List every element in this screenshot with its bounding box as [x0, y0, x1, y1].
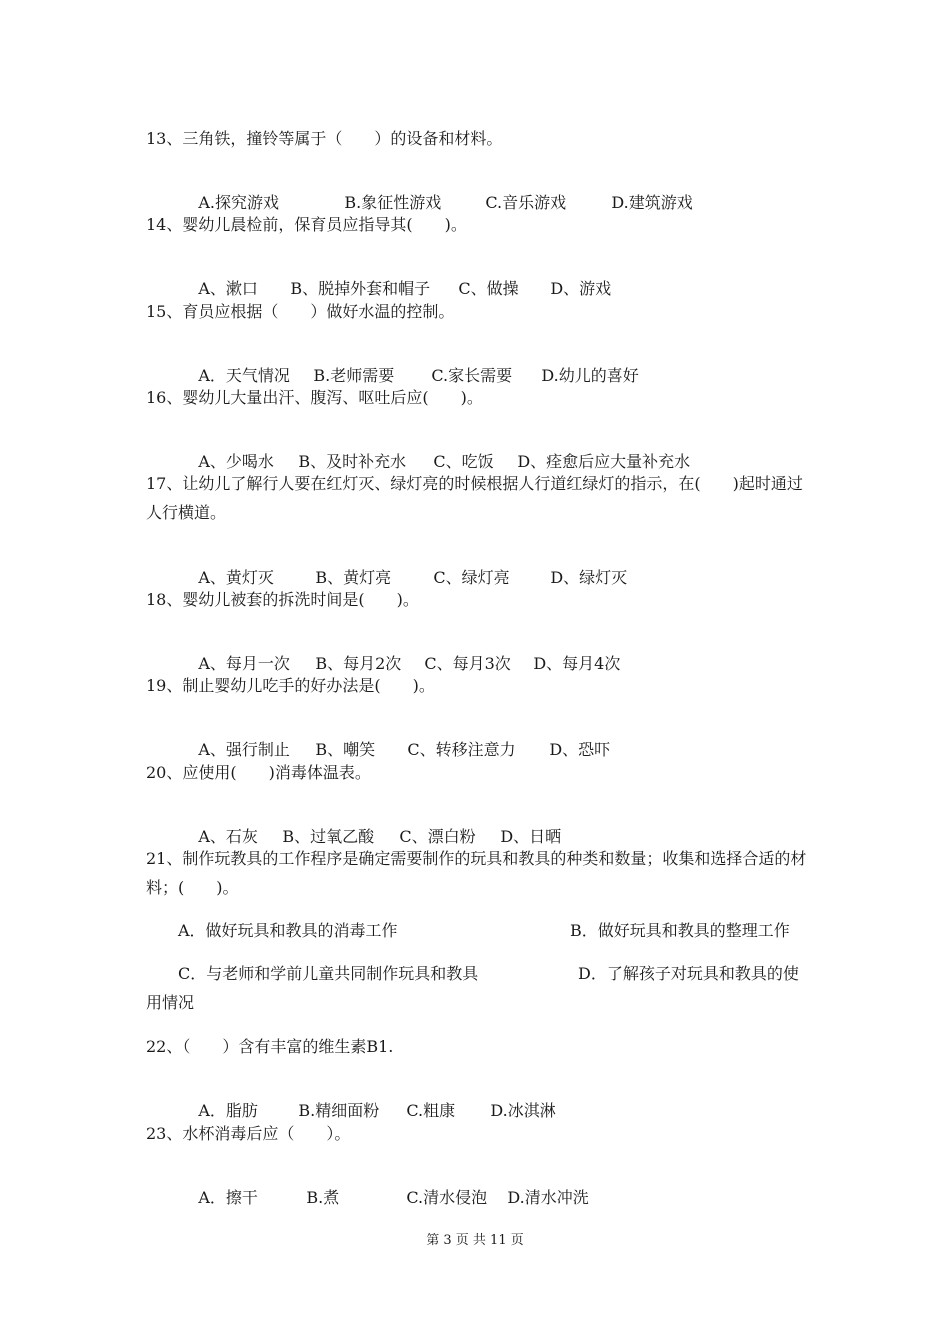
- option-c: C.家长需要: [431, 366, 513, 385]
- option-b: B.精细面粉: [298, 1101, 380, 1120]
- option-a: A．脂肪: [198, 1101, 258, 1120]
- option-b: B、每月2次: [315, 654, 402, 673]
- question-13: 13、三角铁，撞铃等属于（ ）的设备和材料。: [146, 129, 503, 148]
- option-c: C．与老师和学前儿童共同制作玩具和教具: [178, 964, 479, 983]
- option-d: D.冰淇淋: [490, 1101, 556, 1120]
- option-a: A、少喝水: [198, 452, 274, 471]
- option-d: D.幼儿的喜好: [541, 366, 639, 385]
- option-c: C、每月3次: [424, 654, 511, 673]
- question-16: 16、婴幼儿大量出汗、腹泻、呕吐后应( )。: [146, 388, 483, 407]
- option-d: D．了解孩子对玩具和教具的使用情况: [146, 964, 799, 1012]
- option-b: B.老师需要: [313, 366, 395, 385]
- option-b: B.象征性游戏: [344, 193, 442, 212]
- option-a: A．做好玩具和教具的消毒工作: [178, 921, 398, 940]
- option-d: D、每月4次: [533, 654, 621, 673]
- option-c: C、做操: [458, 279, 519, 298]
- question-17: 17、让幼儿了解行人要在红灯灭、绿灯亮的时候根据人行道红绿灯的指示，在( )起时通过人行横道。: [146, 474, 803, 522]
- question-20: 20、应使用( )消毒体温表。: [146, 763, 371, 782]
- page-footer: 第 3 页 共 11 页: [426, 1233, 524, 1248]
- option-b: B.煮: [306, 1188, 340, 1207]
- option-c: C.音乐游戏: [485, 193, 567, 212]
- option-a: A、漱口: [198, 279, 258, 298]
- option-a: A、强行制止: [198, 740, 290, 759]
- question-22: 22、（ ）含有丰富的维生素B1.: [146, 1037, 394, 1056]
- option-a: A．擦干: [198, 1188, 258, 1207]
- option-b: B、及时补充水: [298, 452, 407, 471]
- option-b: B．做好玩具和教具的整理工作: [570, 921, 790, 940]
- question-15: 15、育员应根据（ ）做好水温的控制。: [146, 302, 455, 321]
- option-c: C、吃饭: [433, 452, 494, 471]
- option-b: B、脱掉外套和帽子: [290, 279, 431, 298]
- option-c: C、绿灯亮: [433, 568, 510, 587]
- option-a: A、石灰: [198, 827, 258, 846]
- option-a: A、黄灯灭: [198, 568, 274, 587]
- option-c: C、漂白粉: [399, 827, 476, 846]
- option-a: A、每月一次: [198, 654, 290, 673]
- option-d: D、恐吓: [549, 740, 611, 759]
- option-b: B、黄灯亮: [315, 568, 392, 587]
- option-c: C、转移注意力: [407, 740, 516, 759]
- option-b: B、过氧乙酸: [282, 827, 375, 846]
- question-18: 18、婴幼儿被套的拆洗时间是( )。: [146, 590, 419, 609]
- option-c: C.清水侵泡: [406, 1188, 488, 1207]
- question-21: 21、制作玩教具的工作程序是确定需要制作的玩具和教具的种类和数量；收集和选择合适的材料；( )。: [146, 849, 807, 897]
- question-23: 23、水杯消毒后应（ ）。: [146, 1124, 351, 1143]
- option-b: B、嘲笑: [315, 740, 376, 759]
- question-14: 14、婴幼儿晨检前，保育员应指导其( )。: [146, 215, 467, 234]
- option-c: C.粗康: [406, 1101, 456, 1120]
- option-d: D、日晒: [500, 827, 562, 846]
- option-d: D、绿灯灭: [550, 568, 628, 587]
- option-d: D、游戏: [550, 279, 612, 298]
- option-d: D.清水冲洗: [507, 1188, 589, 1207]
- option-a: A.探究游戏: [198, 193, 279, 212]
- question-19: 19、制止婴幼儿吃手的好办法是( )。: [146, 676, 435, 695]
- option-a: A．天气情况: [198, 366, 290, 385]
- option-d: D.建筑游戏: [611, 193, 693, 212]
- options-23: [178, 1165, 589, 1231]
- option-d: D、痊愈后应大量补充水: [517, 452, 691, 471]
